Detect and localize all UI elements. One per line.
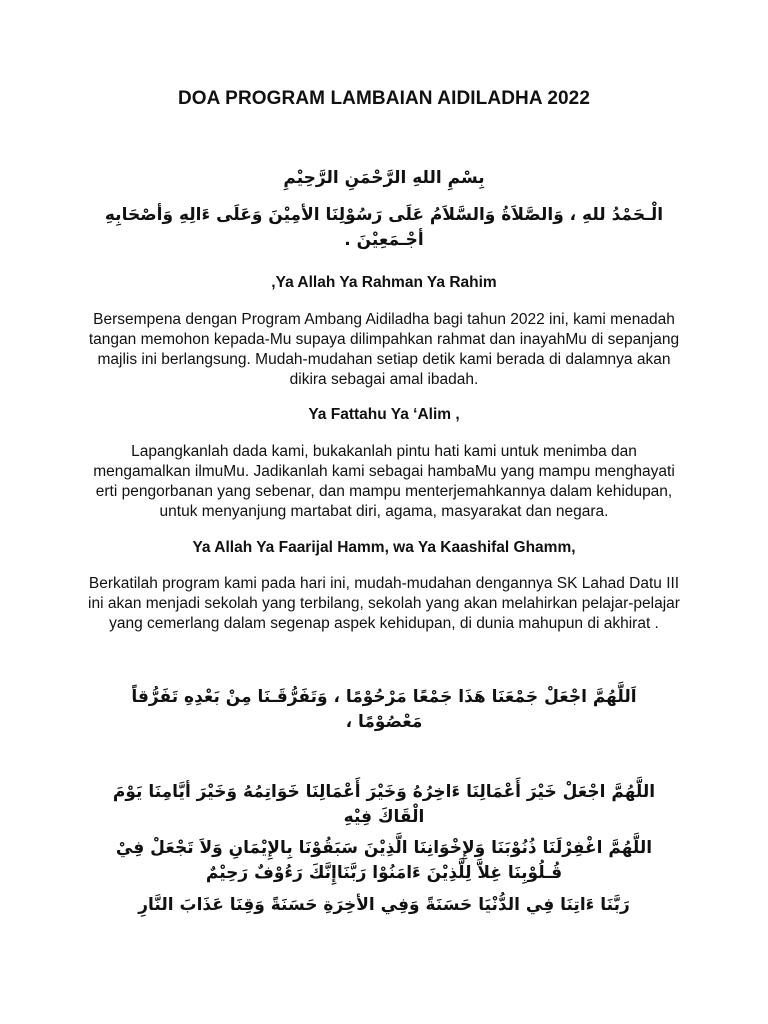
closing-dua-arabic-2: اللَّهُمَّ اجْعَلْ خَيْرَ أَعْمَالِنَا ءَاخِرُهُ وَخَيْرَ أَعْمَالِنَا خَوَاتِمُهُ وَخَيْرَ أيَّامِنَا يَوْمَ الْقَاكَ فِيْهِ xyxy=(112,782,656,827)
prayer-paragraph-2: Lapangkanlah dada kami, bukakanlah pintu hati kami untuk menimba dan mengamalkan ilmuMu. Jadikanlah kami sebagai hambaMu yang mampu menghayati erti pengorbanan yang sebenar, dan mampu menterjemahkannya dalam kehidupan, untuk menyanjung martabat diri, agama, masyarakat dan negara. xyxy=(93,443,675,520)
invocation-heading-2: Ya Fattahu Ya ‘Alim , xyxy=(308,406,460,423)
opening-praise-arabic: الْـحَمْدُ للهِ ، وَالصَّلاَةُ وَالسَّلاَمُ عَلَى رَسُوْلِنَا الأمِيْنَ وَعَلَى ءَالِهِ وَأصْحَابِهِ أجْـمَعِيْنَ . xyxy=(104,205,664,250)
invocation-heading-1: ,Ya Allah Ya Rahman Ya Rahim xyxy=(271,274,497,291)
prayer-paragraph-1: Bersempena dengan Program Ambang Aidiladha bagi tahun 2022 ini, kami menadah tangan memohon kepada-Mu supaya dilimpahkan rahmat dan inayahMu di sepanjang majlis ini berlangsung. Mudah-mudahan setiap detik kami berada di dalamnya akan dikira sebagai amal ibadah. xyxy=(88,311,680,388)
invocation-heading-3: Ya Allah Ya Faarijal Hamm, wa Ya Kaashifal Ghamm, xyxy=(192,539,576,556)
closing-dua-arabic-4: رَبَّنَا ءَاتِنَا فِي الدُّنْيَا حَسَنَةً وَفِي الأخِرَةِ حَسَنَةً وَقِنَا عَذَابَ النَّارِ xyxy=(138,895,630,915)
closing-dua-arabic-1: اَللَّهُمَّ اجْعَلْ جَمْعَنَا هَذَا جَمْعًا مَرْحُوْمًا ، وَتَفَرُّقَـنَا مِنْ بَعْدِهِ تَفَرُّقاً مَعْصُوْمًا ، xyxy=(131,687,637,732)
prayer-paragraph-3: Berkatilah program kami pada hari ini, mudah-mudahan dengannya SK Lahad Datu III ini akan menjadi sekolah yang terbilang, sekolah yang akan melahirkan pelajar-pelajar yang cemerlang dalam segenap aspek kehidupan, di dunia mahupun di akhirat . xyxy=(88,575,680,632)
basmalah-arabic: بِسْمِ اللهِ الرَّحْمَنِ الرَّحِيْمِ xyxy=(283,168,485,188)
closing-dua-arabic-3: اللَّهُمَّ اغْفِرْلَنَا ذُنُوْبَنَا وَلإِخْوَانِنَا الَّذِيْنَ سَبَقُوْنَا بِالإِيْمَانِ وَلاَ تَجْعَلْ فِيْ قُـلُوْبِنَا غِلاَّ لِلَّذِيْنَ ءَامَنُوْا رَبَّنَاإِنَّكَ رَءُوْفٌ رَحِيْمٌ xyxy=(115,838,653,883)
document-title: DOA PROGRAM LAMBAIAN AIDILADHA 2022 xyxy=(177,88,591,109)
